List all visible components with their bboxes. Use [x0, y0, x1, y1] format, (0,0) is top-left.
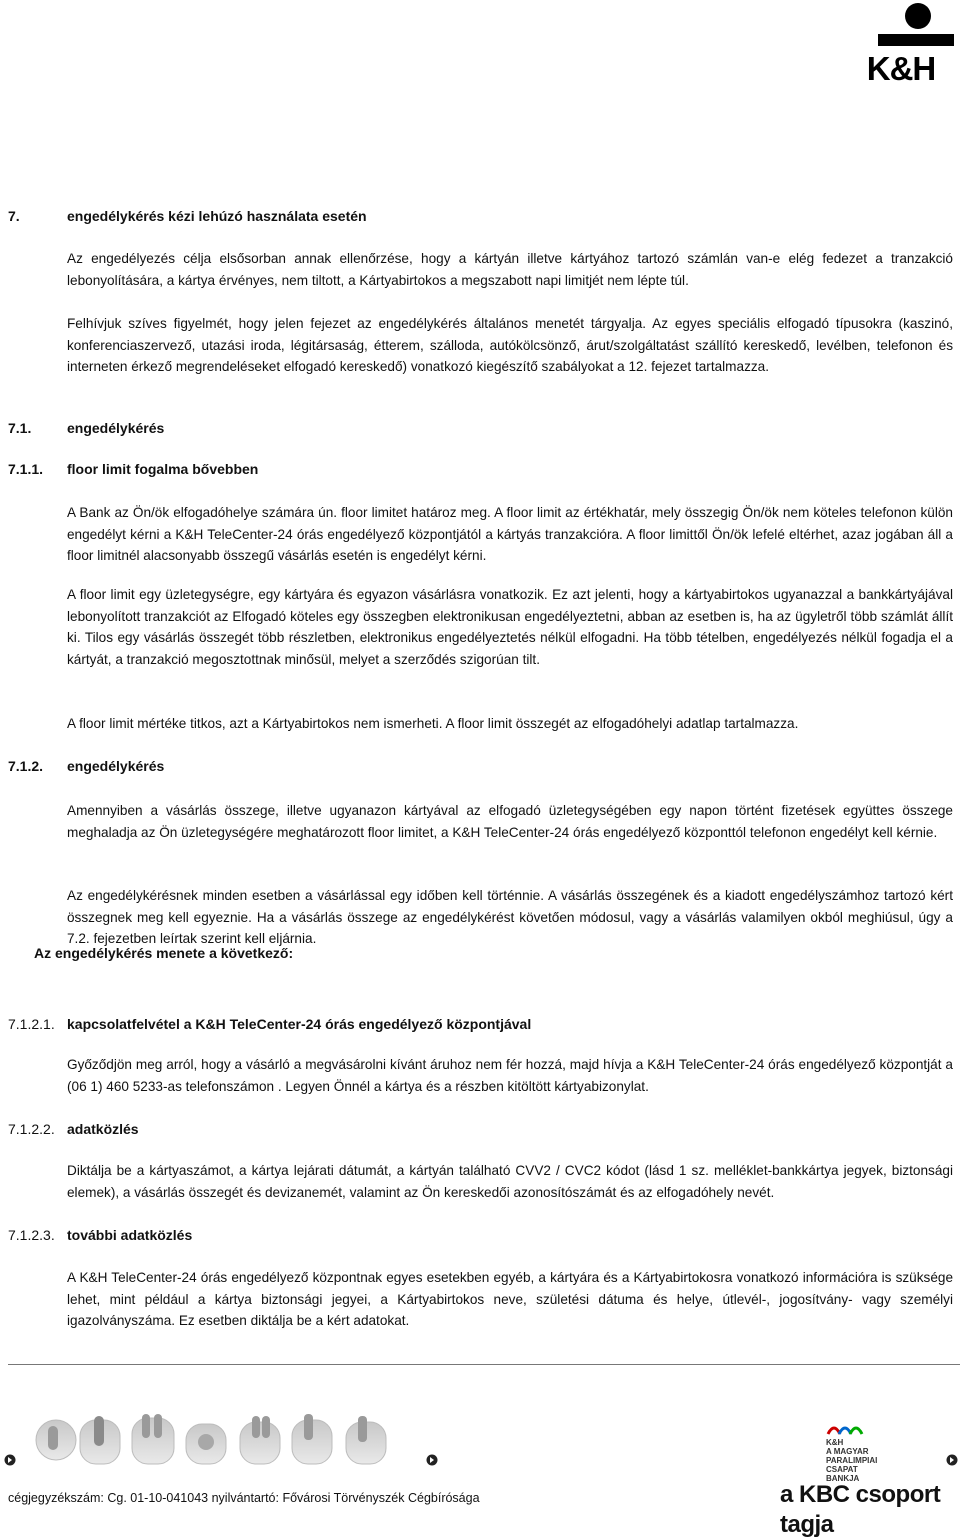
footer-hand-icons [0, 1412, 420, 1470]
section-7-1-2-title: engedélykérés [67, 758, 165, 774]
arrow-right-icon [946, 1454, 958, 1466]
hand-icon-6 [292, 1414, 332, 1464]
paragraph-authorization-timing: Az engedélykérésnek minden esetben a vásárlással egy időben kell történnie. A vásárlás összegének és a kiadott engedélyszámhoz tartozó kért összegnek meg kell egyeznie. Ha a vásárlás összege az engedélykérést követően módosul, vagy a vásárlás valamilyen okból meghiúsul, úgy a 7.2. fejezetben leírtak szerint kell eljárnia. [67, 888, 953, 947]
section-7-number: 7. [8, 208, 20, 224]
paragraph-purpose: Az engedélyezés célja elsősorban annak ellenőrzése, hogy a kártyán illetve kártyához tartozó számlán van-e elég fedezet a tranzakció lebonyolítására, a kártya érvényes, nem tiltott, a Kártyabirtokos a megszabott napi limitjét nem lépte túl. [67, 251, 953, 288]
paragraph-data-provision: Diktálja be a kártyaszámot, a kártya lejárati dátumát, a kártyán található CVV2 / CVC2 kódot (lásd 1 sz. melléklet-bankkártya jegyek, biztonsági elemek), a vásárlás összegét és devizanemét, valamint az Ön kereskedői azonosítószámát és az elfogadóhely nevét. [67, 1163, 953, 1200]
footer-divider [8, 1364, 960, 1365]
paragraph-contact: Győződjön meg arról, hogy a vásárló a megvásárolni kívánt áruhoz nem fér hozzá, majd hívja a K&H TeleCenter-24 órás engedélyező központját a (06 1) 460 5233-as telefonszámon . Legyen Önnél a kártya és a részben kitöltött kártyabizonylat. [67, 1057, 953, 1094]
hand-icon-3 [132, 1414, 174, 1464]
paragraph-floor-limit-scope: A floor limit egy üzletegységre, egy kártyára és egyazon vásárlásra vonatkozik. Ez azt jelenti, hogy a kártyabirtokos ugyanazzal a bankkártyájával lebonyolított tranzakciót az Elfogadó köteles egy összegben elektronikusan engedélyeztetni, abban az esetben is, ha az ügyletről több számlát állít ki. Tilos egy vásárlás összegét több részletben, elektronikus engedélyeztetés nélkül elfogadni. Ha több tételben, engedélyezés nélkül fogadja el a kártyát, a tranzakció megosztottnak minősül, melyet a szerződés szigorúan tilt. [67, 587, 953, 667]
paragraph-notice: Felhívjuk szíves figyelmét, hogy jelen fejezet az engedélykérés általános menetét tárgyalja. Az egyes speciális elfogadó típusokra (kaszinó, konferenciaszervező, utazási iroda, légitársaság, étterem, szálloda, autókölcsönző, árut/szolgáltatást szállító kereskedő, levélben, telefonon és interneten érkező megrendeléseket elfogadó kereskedő) vonatkozó kiegészítő szabályokat a 12. fejezet tartalmazza. [67, 316, 953, 375]
section-7-1-2-3-number: 7.1.2.3. [8, 1227, 55, 1243]
kbc-group-tagline: a KBC csoport tagja [780, 1481, 941, 1538]
arrow-right-icon [426, 1454, 438, 1466]
hand-icon-4 [186, 1424, 226, 1464]
paragraph-floor-limit-definition: A Bank az Ön/ök elfogadóhelye számára ún. floor limitet határoz meg. A floor limit az értékhatár, mely összegig Ön/ök nem köteles telefonon külön engedélyt kérni a K&H TeleCenter-24 órás engedélyező központjától a kártyás tranzakcióra. A floor limittől Ön/ök lefelé eltérhet, azaz jogában áll a floor limitnél alacsonyabb összegű vásárlás esetén is engedélyt kérni. [67, 505, 953, 564]
paragraph-further-data: A K&H TeleCenter-24 órás engedélyező központnak egyes esetekben egyéb, a kártyára és a Kártyabirtokosra vonatkozó információra is szüksége lehet, mint például a kártya biztonsági jegyei, a Kártyabirtokos neve, születési dátuma és helye, útlevél-, jogosítvány- vagy személyi igazolványszáma. Ez esetben diktálja be a kért adatokat. [67, 1270, 953, 1329]
section-7-1-2-number: 7.1.2. [8, 758, 44, 774]
kh-logo [846, 2, 956, 88]
paralympic-logo-text: K&H A MAGYAR PARALIMPIAI CSAPAT BANKJA [826, 1438, 878, 1483]
paralympic-logo [822, 1422, 882, 1483]
paragraph-authorization-required: Amennyiben a vásárlás összege, illetve ugyanazon kártyával az elfogadó üzletegységében egy napon történt fizetések együttes összege meghaladja az Ön üzletegységére meghatározott floor limitet, a K&H TeleCenter-24 órás engedélyező központtól telefonon engedélyt kell kérnie. [67, 803, 953, 840]
arrow-right-icon [4, 1454, 16, 1466]
kh-logo-text: K&H [866, 50, 936, 87]
section-7-1-2-2-title: adatközlés [67, 1121, 139, 1137]
process-heading: Az engedélykérés menete a következő: [34, 945, 294, 961]
hand-icon-2 [80, 1416, 120, 1464]
paragraph-floor-limit-secret: A floor limit mértéke titkos, azt a Kártyabirtokos nem ismerheti. A floor limit összegét az elfogadóhelyi adatlap tartalmazza. [67, 716, 799, 731]
section-7-1-2-1-number: 7.1.2.1. [8, 1016, 55, 1032]
kh-logo-mark [876, 2, 956, 48]
paralympic-agitos-icon [826, 1422, 866, 1436]
section-7-1-1-number: 7.1.1. [8, 461, 44, 477]
section-7-1-2-1-title: kapcsolatfelvétel a K&H TeleCenter-24 órás engedélyező központjával [67, 1016, 532, 1032]
section-7-1-2-2-number: 7.1.2.2. [8, 1121, 55, 1137]
section-7-1-1-title: floor limit fogalma bővebben [67, 461, 259, 477]
company-registry: cégjegyzékszám: Cg. 01-10-041043 nyilvántartó: Fővárosi Törvényszék Cégbírósága [8, 1491, 480, 1505]
section-7-1-number: 7.1. [8, 420, 32, 436]
section-7-1-title: engedélykérés [67, 420, 165, 436]
section-7-1-2-3-title: további adatközlés [67, 1227, 193, 1243]
hand-icon-5 [240, 1416, 280, 1464]
hand-icon-7 [346, 1416, 386, 1464]
section-7-title: engedélykérés kézi lehúzó használata esetén [67, 208, 367, 224]
hand-icon-1 [36, 1420, 76, 1460]
